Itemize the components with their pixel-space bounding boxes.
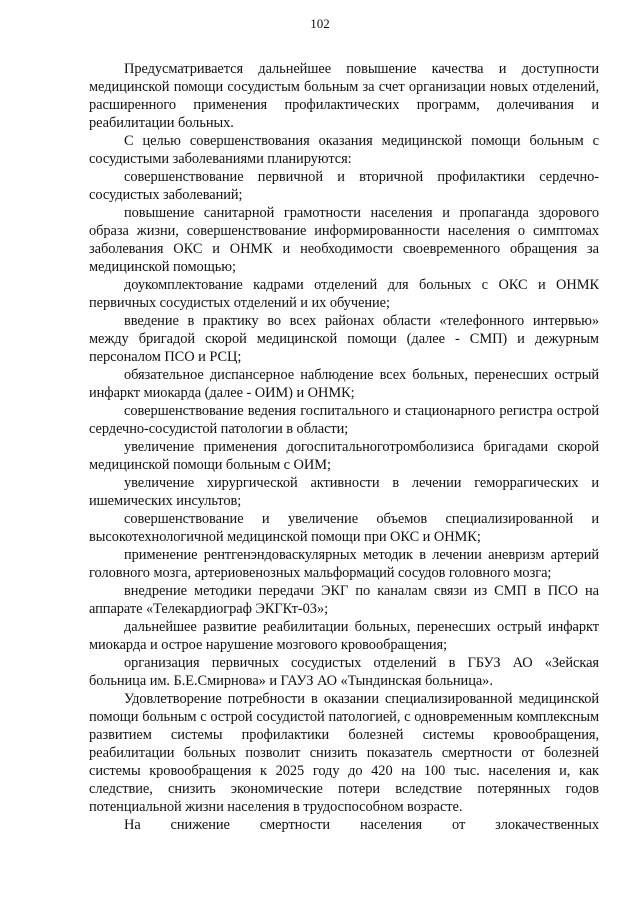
paragraph-quality-improvement: Предусматривается дальнейшее повышение качества и доступности медицинской помощи сосудистым больным за счет организации новых отделений, расширенного применения профилактических программ, долечивания и реабилитации больных. xyxy=(89,61,599,131)
list-item-ecg-transmission: внедрение методики передачи ЭКГ по каналам связи из СМП в ПСО на аппарате «Телекардиограф ЭКГКт-03»; xyxy=(89,583,599,617)
list-item-surgical-activity: увеличение хирургической активности в лечении геморрагических и ишемических инсультов; xyxy=(89,475,599,509)
list-item-thrombolysis: увеличение применения догоспитальноготромболизиса бригадами скорой медицинской помощи больным с ОИМ; xyxy=(89,439,599,473)
list-item-telephone-interview: введение в практику во всех районах области «телефонного интервью» между бригадой скорой медицинской помощи (далее - СМП) и дежурным персоналом ПСО и РСЦ; xyxy=(89,313,599,365)
list-item-rehabilitation: дальнейшее развитие реабилитации больных, перенесших острый инфаркт миокарда и острое нарушение мозгового кровообращения; xyxy=(89,619,599,653)
list-item-vascular-departments: организация первичных сосудистых отделений в ГБУЗ АО «Зейская больница им. Б.Е.Смирнова» и ГАУЗ АО «Тындинская больница». xyxy=(89,655,599,689)
list-item-health-literacy: повышение санитарной грамотности населения и пропаганда здорового образа жизни, совершенствование информированности населения о симптомах заболевания ОКС и ОНМК и необходимости своевременного обращения за медицинской помощью; xyxy=(89,205,599,275)
list-item-high-tech-care: совершенствование и увеличение объемов специализированной и высокотехнологичной медицинской помощи при ОКС и ОНМК; xyxy=(89,511,599,545)
list-item-prevention: совершенствование первичной и вторичной профилактики сердечно-сосудистых заболеваний; xyxy=(89,169,599,203)
paragraph-mortality-outcome: Удовлетворение потребности в оказании специализированной медицинской помощи больным с острой сосудистой патологией, с одновременным комплексным развитием системы профилактики болезней системы кровообращения, реабилитации больных позволит снизить показатель смертности от болезней системы кровообращения к 2025 году до 420 на 100 тыс. населения и, как следствие, снизить экономические потери вследствие потерянных годов потенциальной жизни населения в трудоспособном возрасте. xyxy=(89,691,599,815)
page-number: 102 xyxy=(310,16,330,31)
list-item-staffing: доукомплектование кадрами отделений для больных с ОКС и ОНМК первичных сосудистых отделений и их обучение; xyxy=(89,277,599,311)
list-item-endovascular: применение рентгенэндоваскулярных методик в лечении аневризм артерий головного мозга, артериовенозных мальформаций сосудов головного мозга; xyxy=(89,547,599,581)
list-item-dispensary-observation: обязательное диспансерное наблюдение всех больных, перенесших острый инфаркт миокарда (далее - ОИМ) и ОНМК; xyxy=(89,367,599,401)
list-item-registry: совершенствование ведения госпитального и стационарного регистра острой сердечно-сосудистой патологии в области; xyxy=(89,403,599,437)
body-text xyxy=(89,60,599,834)
paragraph-planned-measures-intro: С целью совершенствования оказания медицинской помощи больным с сосудистыми заболеваниями планируются: xyxy=(89,133,599,167)
paragraph-oncology-start: На снижение смертности населения от злокачественных xyxy=(124,817,599,833)
